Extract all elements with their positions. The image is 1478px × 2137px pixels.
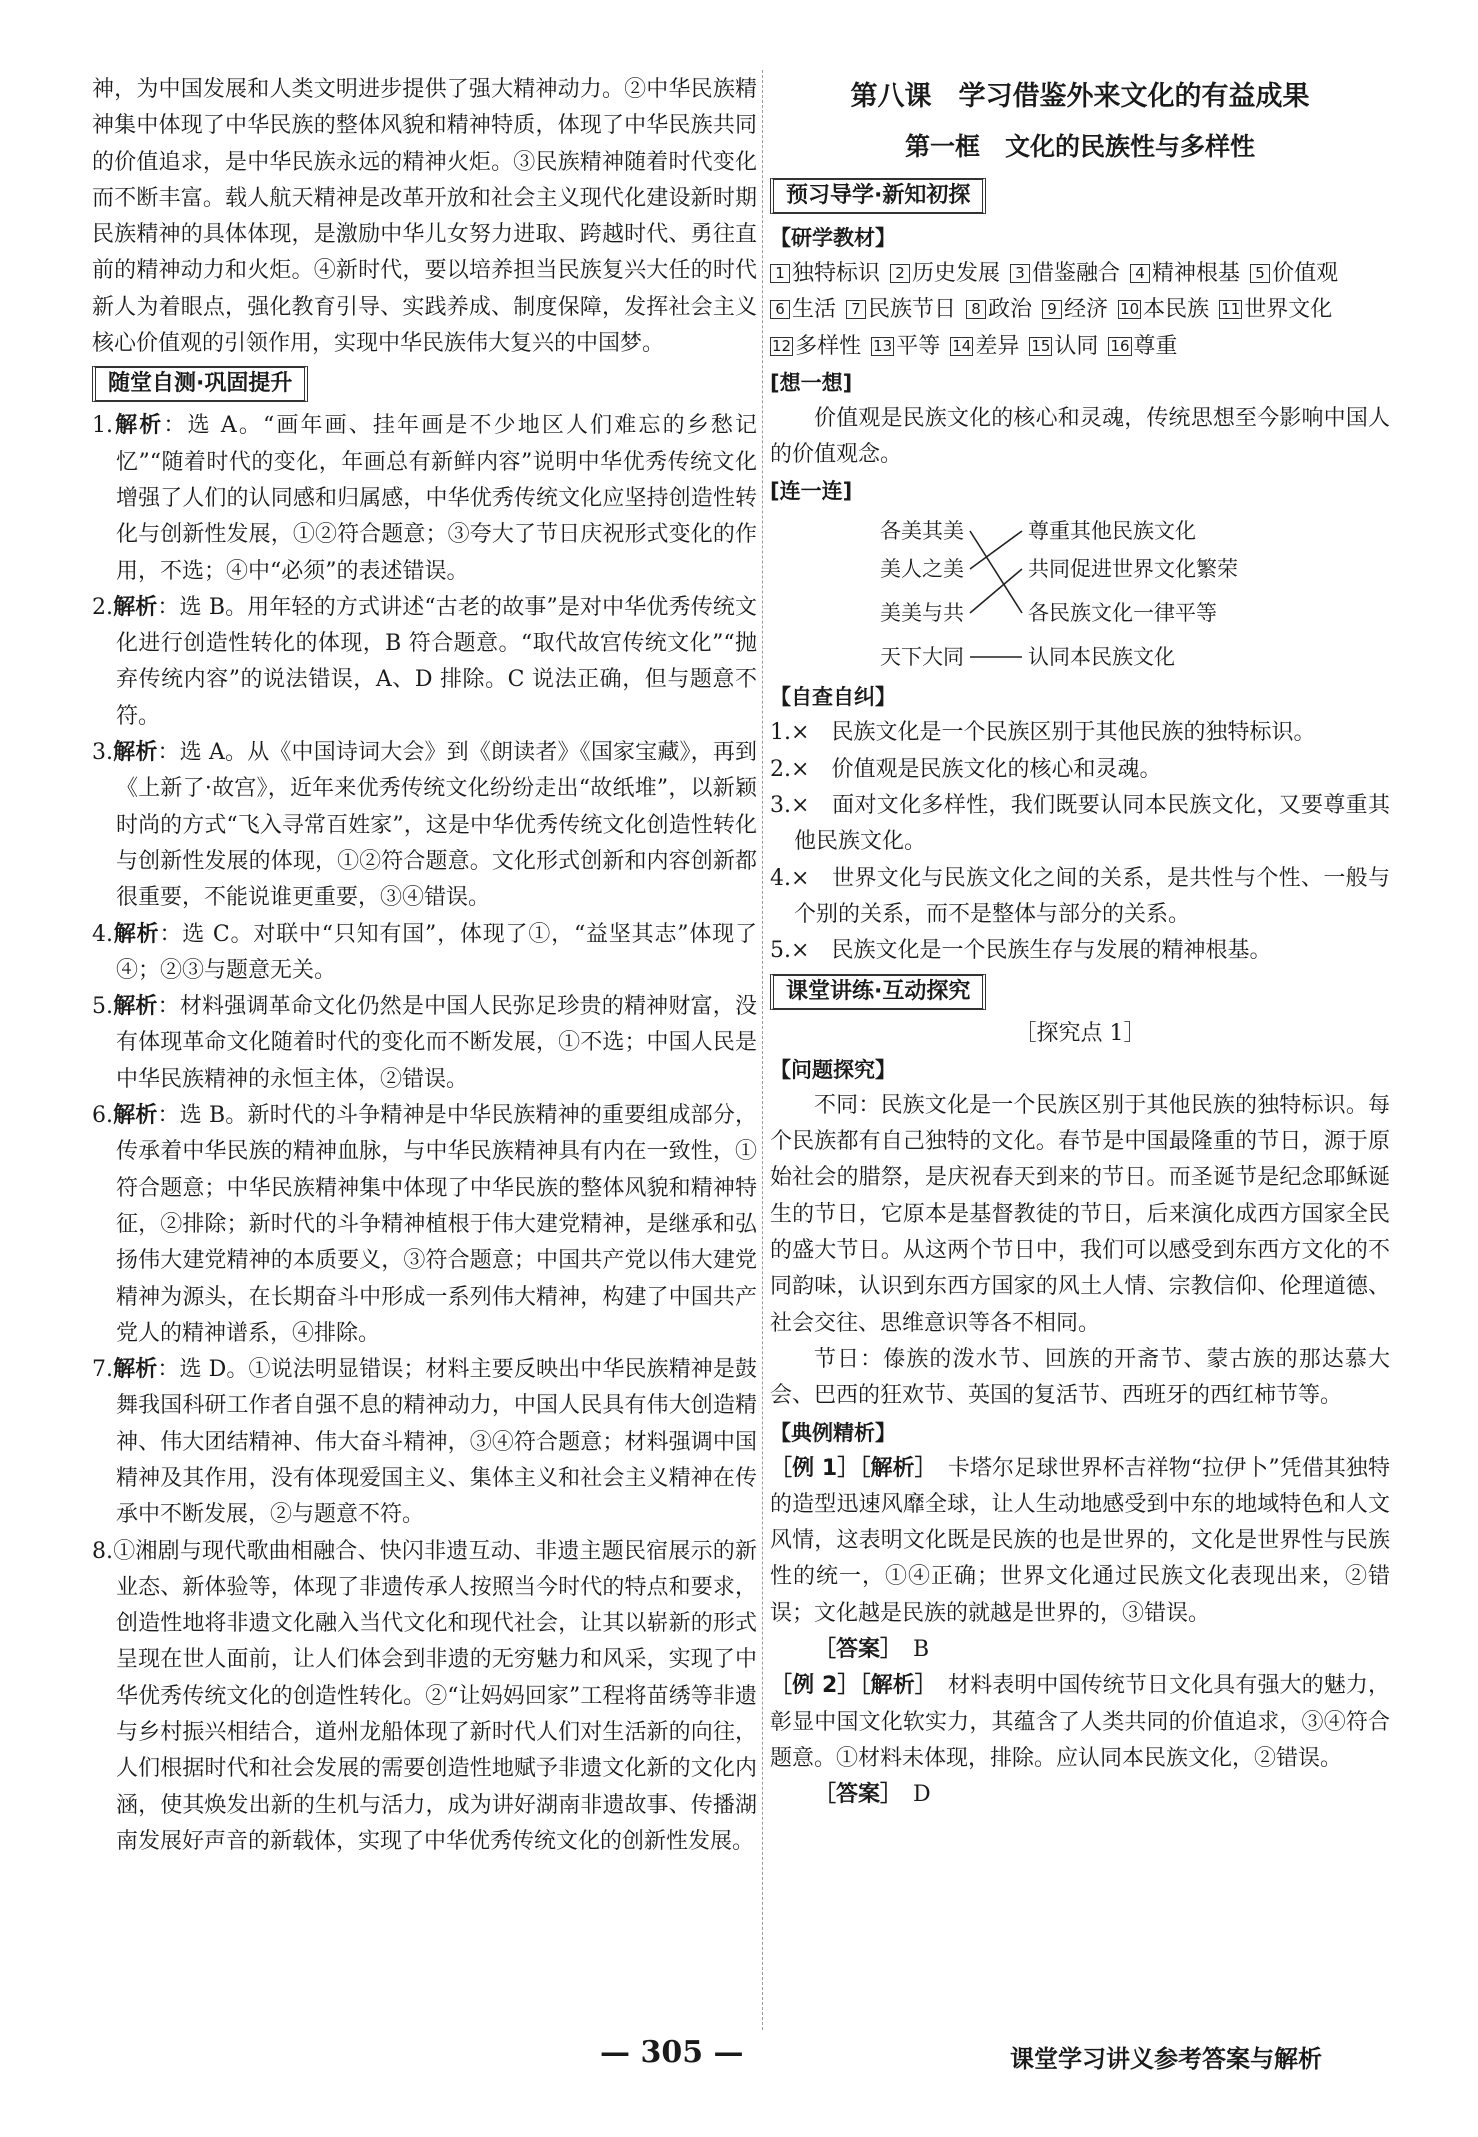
keyword-word: 价值观 — [1272, 261, 1339, 286]
example-2-text: 材料表明中国传统节日文化具有强大的魅力，彰显中国文化软实力，其蕴含了人类共同的价值追求，③④符合题意。①材料未体现，排除。应认同本民族文化，②错误。 — [770, 1673, 1390, 1771]
keyword-number: 14 — [952, 336, 972, 355]
answer-number: 4. — [92, 921, 113, 947]
answer-text: ：材料强调革命文化仍然是中国人民弥足珍贵的精神财富，没有体现革命文化随着时代的变化而不断发展，①不选；中国人民是中华民族精神的永恒主体，②错误。 — [116, 994, 757, 1092]
keyword-word: 生活 — [792, 297, 837, 323]
right-column — [770, 72, 1390, 1814]
answer-label: 解析 — [113, 1103, 158, 1129]
answer-number: 7. — [92, 1357, 113, 1383]
answer-number: 8. — [92, 1538, 113, 1564]
answer-number: 2. — [92, 594, 113, 620]
keyword-item — [950, 329, 1019, 365]
section-title: 预习导学·新知初探 — [770, 178, 986, 214]
keyword-word: 差异 — [975, 333, 1020, 359]
connect-line — [970, 531, 1022, 569]
keyword-word: 本民族 — [1143, 297, 1210, 323]
keyword-word: 经济 — [1064, 297, 1109, 323]
connect-diagram — [770, 509, 1390, 679]
xiangyixiang-label: [想一想] — [770, 370, 853, 395]
keyword-number: 6 — [770, 300, 790, 319]
zicha-list — [770, 715, 1390, 969]
connect-right-item: 尊重其他民族文化 — [1028, 519, 1196, 544]
answer-number: 6. — [92, 1103, 113, 1129]
zicha-label: 【自查自纠】 — [770, 685, 896, 710]
zicha-mark: × — [791, 938, 810, 964]
keyword-word: 世界文化 — [1244, 297, 1333, 323]
answer-label: 解析 — [113, 1357, 158, 1383]
keyword-list — [770, 256, 1390, 365]
keyword-number: 4 — [1130, 264, 1150, 283]
keyword-word: 尊重 — [1133, 333, 1178, 359]
answer-item — [92, 1352, 757, 1533]
keyword-item — [770, 256, 880, 292]
keyword-number: 13 — [873, 336, 893, 355]
answer-text: ：选 A。从《中国诗词大会》到《朗读者》《国家宝藏》，再到《上新了·故宫》，近年来优秀传统文化纷纷走出“故纸堆”，以新颖时尚的方式“飞入寻常百姓家”，这是中华优秀传统文化创造性转化与创新性发展的体现，①②符合题意。文化形式创新和内容创新都很重要，不能说谁更重要，③④错误。 — [116, 740, 757, 911]
section-header-yuxi — [770, 178, 1390, 214]
answer-item — [92, 408, 757, 589]
zicha-n: 4. — [770, 865, 791, 891]
keyword-number: 7 — [846, 300, 866, 319]
keyword-number: 16 — [1110, 336, 1130, 355]
lianyilian-label: [连一连] — [770, 479, 853, 504]
intro-paragraph: 神，为中国发展和人类文明进步提供了强大精神动力。②中华民族精神集中体现了中华民族的整体风貌和精神特质，体现了中华民族共同的价值追求，是中华民族永远的精神火炬。③民族精神随着时代变化而不断丰富。载人航天精神是改革开放和社会主义现代化建设新时期民族精神的具体体现，是激励中华儿女努力进取、跨越时代、勇往直前的精神动力和火炬。④新时代，要以培养担当民族复兴大任的时代新人为着眼点，强化教育引导、实践养成、制度保障，发挥社会主义核心价值观的引领作用，实现中华民族伟大复兴的中国梦。 — [92, 77, 757, 357]
example-1-answer: ［答案］ B — [814, 1637, 930, 1663]
keyword-word: 借鉴融合 — [1032, 261, 1121, 286]
example-1-jiexi-tag: ［解析］ — [859, 1455, 926, 1481]
keyword-number: 1 — [770, 264, 790, 283]
connect-left-item: 天下大同 — [880, 645, 964, 670]
answer-text: ：选 D。①说法明显错误；材料主要反映出中华民族精神是鼓舞我国科研工作者自强不息的精神动力，中国人民具有伟大创造精神、伟大团结精神、伟大奋斗精神，③④符合题意；材料强调中国精神及其作用，没有体现爱国主义、集体主义和社会主义精神在传承中不断发展，②与题意不符。 — [116, 1357, 757, 1528]
section-title: 随堂自测·巩固提升 — [92, 366, 308, 402]
zicha-mark: × — [791, 756, 810, 782]
xiangyixiang-text: 价值观是民族文化的核心和灵魂，传统思想至今影响中国人的价值观念。 — [770, 405, 1390, 468]
wenti-label: 【问题探究】 — [770, 1057, 896, 1082]
zicha-text: 民族文化是一个民族生存与发展的精神根基。 — [831, 938, 1272, 964]
yanxue-label: 【研学教材】 — [770, 226, 896, 250]
zicha-n: 2. — [770, 756, 791, 782]
zicha-n: 5. — [770, 938, 791, 964]
example-1-tag: ［例 1］ — [770, 1455, 860, 1481]
connect-right-item: 各民族文化一律平等 — [1028, 601, 1217, 626]
lesson-title: 第八课 学习借鉴外来文化的有益成果 — [850, 81, 1310, 112]
keyword-number: 8 — [966, 300, 986, 319]
keyword-number: 15 — [1031, 336, 1051, 355]
section-title: 课堂讲练·互动探究 — [770, 974, 986, 1010]
zicha-item — [770, 752, 1390, 788]
section-header-ketang — [770, 974, 1390, 1010]
keyword-word: 平等 — [896, 333, 941, 359]
keyword-item — [871, 329, 940, 365]
answer-item — [92, 1534, 757, 1861]
answer-number: 5. — [92, 994, 113, 1020]
wenti-paragraph-1: 不同：民族文化是一个民族区别于其他民族的独特标识。每个民族都有自己独特的文化。春节是中国最隆重的节日，源于原始社会的腊祭，是庆祝春天到来的节日。而圣诞节是纪念耶稣诞生的节日，它原本是基督教徒的节日，后来演化成西方国家全民的盛大节日。从这两个节日中，我们可以感受到东西方文化的不同韵味，认识到东西方国家的风土人情、宗教信仰、伦理道德、社会交往、思维意识等各不相同。 — [770, 1092, 1390, 1336]
frame-title: 第一框 文化的民族性与多样性 — [904, 132, 1255, 161]
keyword-number: 5 — [1250, 264, 1270, 283]
keyword-word: 精神根基 — [1152, 261, 1241, 286]
zicha-text: 民族文化是一个民族区别于其他民族的独特标识。 — [831, 720, 1316, 746]
connect-left-item: 各美其美 — [880, 519, 964, 544]
keyword-word: 政治 — [988, 297, 1033, 323]
keyword-item — [1250, 256, 1338, 292]
keyword-word: 历史发展 — [912, 261, 1001, 286]
keyword-number: 3 — [1010, 264, 1030, 283]
keyword-item — [966, 292, 1032, 328]
zicha-item — [770, 933, 1390, 969]
keyword-number: 12 — [772, 336, 792, 355]
answer-item — [92, 989, 757, 1098]
keyword-item — [890, 256, 1000, 292]
connect-line — [970, 569, 1022, 613]
connect-right-item: 共同促进世界文化繁荣 — [1028, 557, 1238, 582]
keyword-item — [1108, 329, 1177, 365]
keyword-item — [1219, 292, 1332, 328]
answer-number: 3. — [92, 740, 113, 766]
answer-text: ：选 C。对联中“只知有国”，体现了①，“益坚其志”体现了④；②③与题意无关。 — [116, 921, 757, 983]
keyword-number: 2 — [890, 264, 910, 283]
column-divider — [762, 70, 763, 2030]
keyword-item — [1042, 292, 1108, 328]
example-2-answer: ［答案］ D — [814, 1782, 931, 1808]
tanjiu-point: ［探究点 1］ — [1014, 1020, 1146, 1046]
keyword-item — [770, 292, 836, 328]
answer-text: ：选 B。用年轻的方式讲述“古老的故事”是对中华优秀传统文化进行创造性转化的体现，B 符合题意。“取代故宫传统文化”“抛弃传统内容”的说法错误，A、D 排除。C 说法正确，但与题意不符。 — [116, 594, 757, 729]
zicha-item — [770, 715, 1390, 751]
page-footer — [0, 2035, 1478, 2095]
keyword-item — [1118, 292, 1209, 328]
answer-text: ：选 B。新时代的斗争精神是中华民族精神的重要组成部分，传承着中华民族的精神血脉，与中华民族精神具有内在一致性，①符合题意；中华民族精神集中体现了中华民族的整体风貌和精神特征，②排除；新时代的斗争精神植根于伟大建党精神，是继承和弘扬伟大建党精神的本质要义，③符合题意；中国共产党以伟大建党精神为源头，在长期奋斗中形成一系列伟大精神，构建了中国共产党人的精神谱系，④排除。 — [116, 1103, 757, 1346]
answer-label: 解析 — [113, 740, 158, 766]
keyword-word: 认同 — [1054, 333, 1099, 359]
answer-label: 解析 — [113, 921, 160, 947]
zicha-n: 1. — [770, 720, 791, 746]
example-2 — [770, 1668, 1390, 1777]
keyword-number: 10 — [1120, 300, 1140, 319]
keyword-item — [770, 329, 861, 365]
keyword-item — [1029, 329, 1098, 365]
answer-text: ①湘剧与现代歌曲相融合、快闪非遗互动、非遗主题民宿展示的新业态、新体验等，体现了非遗传承人按照当今时代的特点和要求，创造性地将非遗文化融入当代文化和现代社会，让其以崭新的形式呈现在世人面前，让人们体会到非遗的无穷魅力和风采，实现了中华优秀传统文化的创造性转化。②“让妈妈回家”工程将苗绣等非遗与乡村振兴相结合，道州龙船体现了新时代人们对生活新的向往，人们根据时代和社会发展的需要创造性地赋予非遗文化新的文化内涵，使其焕发出新的生机与活力，成为讲好湖南非遗故事、传播湖南发展好声音的新载体，实现了中华优秀传统文化的创新性发展。 — [113, 1538, 757, 1854]
zicha-n: 3. — [770, 793, 791, 819]
connect-line — [970, 531, 1022, 613]
keyword-item — [1010, 256, 1120, 292]
keyword-word: 多样性 — [795, 333, 862, 359]
keyword-word: 民族节日 — [868, 297, 957, 323]
zicha-mark: × — [791, 720, 810, 746]
section-header-suitang — [92, 366, 757, 402]
zicha-item — [770, 788, 1390, 861]
zicha-item — [770, 861, 1390, 934]
answer-item — [92, 735, 757, 916]
answer-item — [92, 917, 757, 990]
example-1-text: 卡塔尔足球世界杯吉祥物“拉伊卜”凭借其独特的造型迅速风靡全球，让人生动地感受到中东的地域特色和人文风情，这表明文化既是民族的也是世界的，文化是世界性与民族性的统一，①④正确；世界文化通过民族文化表现出来，②错误；文化越是民族的就越是世界的，③错误。 — [770, 1455, 1390, 1626]
answer-item — [92, 590, 757, 735]
page-number: — 305 — — [600, 2035, 744, 2070]
zicha-mark: × — [791, 865, 810, 891]
connect-left-item: 美美与共 — [880, 601, 964, 626]
connect-left-item: 美人之美 — [880, 557, 964, 582]
keyword-word: 独特标识 — [792, 261, 881, 286]
example-2-tag: ［例 2］ — [770, 1673, 860, 1699]
keyword-item — [1130, 256, 1240, 292]
example-1 — [770, 1451, 1390, 1632]
keyword-number: 11 — [1221, 300, 1241, 319]
answer-label: 解析 — [113, 413, 164, 439]
footer-title: 课堂学习讲义参考答案与解析 — [1010, 2045, 1322, 2073]
connect-right-item: 认同本民族文化 — [1028, 645, 1175, 670]
keyword-number: 9 — [1042, 300, 1062, 319]
dianli-label: 【典例精析】 — [770, 1420, 896, 1445]
answer-label: 解析 — [113, 994, 158, 1020]
zicha-text: 价值观是民族文化的核心和灵魂。 — [831, 756, 1162, 782]
keyword-item — [846, 292, 956, 328]
answer-list — [92, 408, 757, 1860]
left-column — [92, 72, 757, 1860]
zicha-mark: × — [791, 793, 810, 819]
wenti-paragraph-2: 节日：傣族的泼水节、回族的开斋节、蒙古族的那达慕大会、巴西的狂欢节、英国的复活节、西班牙的西红柿节等。 — [770, 1346, 1390, 1409]
answer-number: 1. — [92, 413, 113, 439]
example-2-jiexi-tag: ［解析］ — [859, 1673, 926, 1699]
answer-text: ：选 A。“画年画、挂年画是不少地区人们难忘的乡愁记忆”“随着时代的变化，年画总有新鲜内容”说明中华优秀传统文化增强了人们的认同感和归属感，中华优秀传统文化应坚持创造性转化与创新性发展，①②符合题意；③夸大了节日庆祝形式变化的作用，不选；④中“必须”的表述错误。 — [116, 413, 757, 584]
answer-item — [92, 1098, 757, 1352]
answer-label: 解析 — [113, 594, 158, 620]
zicha-text: 面对文化多样性，我们既要认同本民族文化，又要尊重其他民族文化。 — [794, 793, 1390, 855]
zicha-text: 世界文化与民族文化之间的关系，是共性与个性、一般与个别的关系，而不是整体与部分的关系。 — [794, 865, 1390, 927]
